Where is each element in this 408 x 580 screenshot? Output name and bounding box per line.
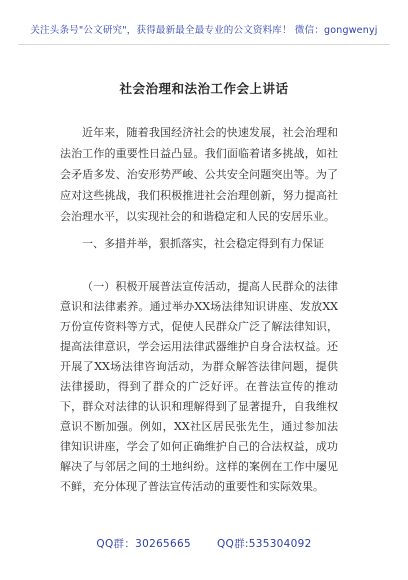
body-paragraph: （一）积极开展普法宣传活动，提高人民群众的法律意识和法律素养。通过举办XX场法律知识讲座、发放XX万份宣传资料等方式，促使人民群众广泛了解法律知识，提高法律意识，学会运用法律武器维护自身合法权益。还开展了XX场法律咨询活动，为群众解答法律问题，提供法律援助，得到了群众的广泛好评。在普法宣传的推动下，群众对法律的认识和理解得到了显著提升，自我维权意识不断加强。例如，XX社区居民张先生，通过参加法律知识讲座，学会了如何正确维护自己的合法权益，成功解决了与邻居之间的土地纠纷。这样的案例在工作中屡见不鲜，充分体现了普法宣传活动的重要性和实际效果。	[60, 280, 338, 493]
header-divider	[18, 44, 390, 45]
section-heading: 一、多措并举，狠抓落实，社会稳定得到有力保证	[82, 237, 324, 250]
header-banner: 关注头条号"公文研究"，获得最新最全最专业的公文资料库！ 微信：gongwenyj	[30, 25, 378, 36]
intro-paragraph: 近年来，随着我国经济社会的快速发展，社会治理和法治工作的重要性日益凸显。我们面临着诸多挑战，如社会矛盾多发、治安形势严峻、公共安全问题突出等。为了应对这些挑战，我们积极推进社会治理创新，努力提高社会治理水平，以实现社会的和谐稳定和人民的安居乐业。	[60, 126, 338, 223]
document-title: 社会治理和法治工作会上讲话	[119, 81, 289, 96]
footer-qq-group-2: QQ群:535304092	[216, 538, 312, 550]
footer-contact	[0, 536, 408, 551]
footer-qq-group-1: QQ群：30265665	[96, 538, 191, 550]
